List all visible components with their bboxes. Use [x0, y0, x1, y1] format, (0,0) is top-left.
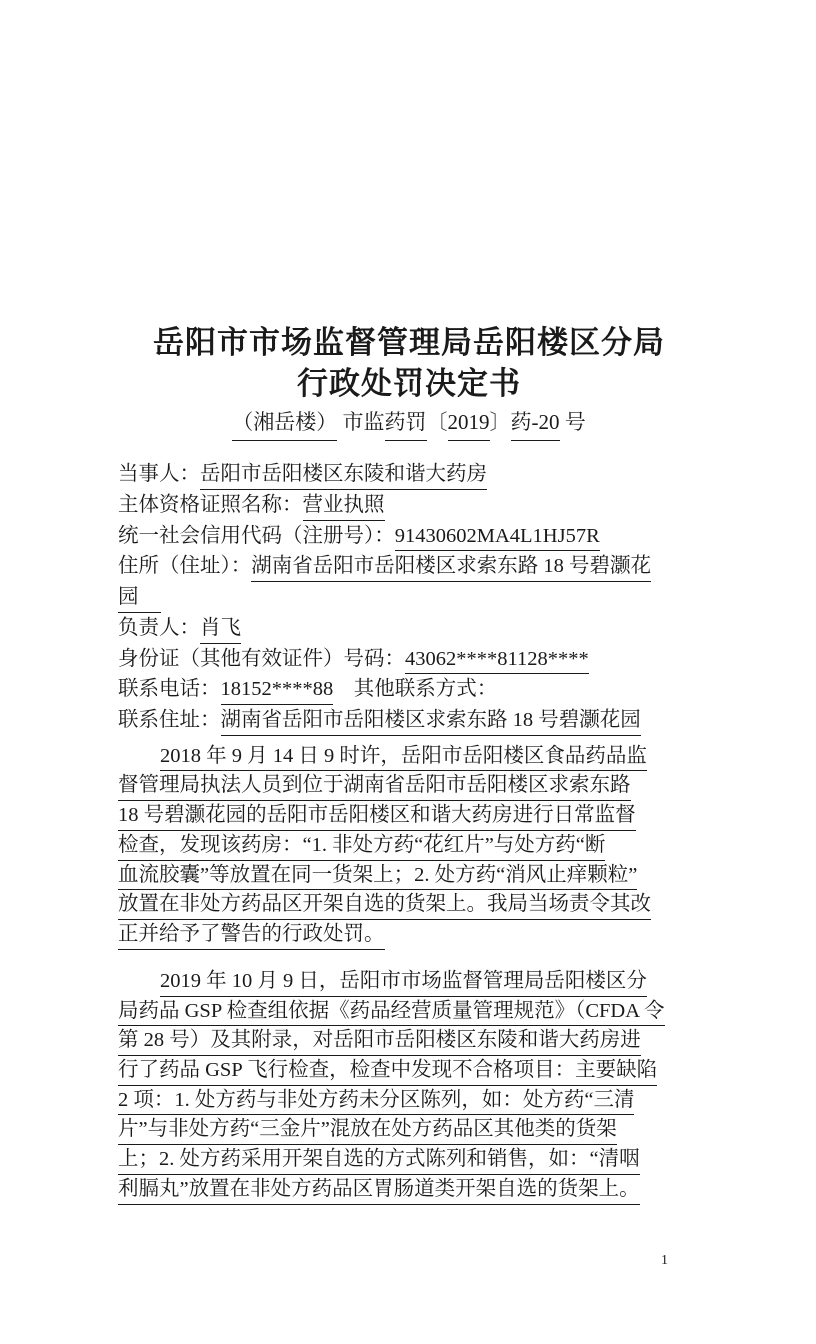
text-segment: 利膈丸”放置在非处方药品区胃肠道类开架自选的货架上。: [118, 1175, 640, 1205]
text-line: [118, 801, 700, 831]
text-segment: 药-20: [511, 404, 560, 441]
text-line: [118, 459, 700, 490]
underline-blank: [589, 644, 616, 675]
text-segment: 号: [559, 410, 586, 434]
text-segment: 联系电话：: [118, 678, 221, 701]
text-segment: 园: [118, 582, 139, 613]
text-segment: 检查，发现该药房：“1. 非处方药“花红片”与处方药“断: [118, 831, 605, 861]
text-line: [118, 861, 700, 891]
text-segment: 负责人：: [118, 616, 200, 639]
underline-blank: [497, 674, 524, 705]
underline-blank: [139, 582, 161, 613]
text-segment: 主体资格证照名称：: [118, 493, 303, 516]
text-segment: 放置在非处方药品区开架自选的货架上。我局当场责令其改: [118, 890, 651, 920]
text-segment: 正并给予了警告的行政处罚。: [118, 920, 385, 950]
text-segment: 药罚: [385, 404, 427, 441]
text-line: [118, 1056, 700, 1086]
text-segment: 91430602MA4L1HJ57R: [395, 521, 600, 552]
text-segment: 岳阳市岳阳楼区东陵和谐大药房: [200, 459, 487, 490]
text-segment: 2 项：1. 处方药与非处方药未分区陈列，如：处方药“三清: [118, 1086, 634, 1116]
text-line: [118, 890, 700, 920]
doc-number: [118, 404, 700, 441]
text-segment: （湘岳楼）: [232, 404, 337, 441]
text-line: [118, 582, 700, 613]
text-line: [118, 920, 700, 950]
text-line: [118, 490, 700, 521]
body-paragraph-2: [118, 967, 700, 1205]
text-line: [118, 1145, 700, 1175]
text-segment: 湖南省岳阳市岳阳楼区求索东路 18 号碧灏花: [251, 551, 651, 582]
underline-blank: [118, 742, 160, 772]
text-line: [118, 742, 700, 772]
text-segment: 18152****88: [221, 674, 334, 705]
text-line: [118, 644, 700, 675]
underline-blank: [487, 459, 514, 490]
text-segment: 统一社会信用代码（注册号）：: [118, 524, 395, 547]
text-line: [118, 613, 700, 644]
text-segment: 当事人：: [118, 463, 200, 485]
text-segment: 局药品 GSP 检查组依据《药品经营质量管理规范》（CFDA 令: [118, 997, 665, 1027]
text-segment: 营业执照: [303, 490, 385, 521]
text-segment: 上；2. 处方药采用开架自选的方式陈列和销售，如：“清咽: [118, 1145, 640, 1175]
text-segment: 2018 年 9 月 14 日 9 时许，岳阳市岳阳楼区食品药品监: [160, 742, 647, 772]
text-line: [118, 674, 700, 705]
underline-blank: [385, 490, 412, 521]
text-segment: 肖飞: [200, 613, 241, 644]
text-segment: 18 号碧灏花园的岳阳市岳阳楼区和谐大药房进行日常监督: [118, 801, 636, 831]
text-line: [118, 831, 700, 861]
text-segment: 片”与非处方药“三金片”混放在处方药品区其他类的货架: [118, 1115, 617, 1145]
underline-blank: [600, 521, 636, 552]
text-line: [118, 521, 700, 552]
body-paragraph-1: [118, 742, 700, 950]
text-segment: 市监: [337, 410, 385, 434]
text-segment: 督管理局执法人员到位于湖南省岳阳市岳阳楼区求索东路: [118, 771, 631, 801]
text-line: [118, 551, 700, 582]
document-title-line1: 岳阳市市场监督管理局岳阳楼区分局: [153, 325, 665, 360]
text-segment: 身份证（其他有效证件）号码：: [118, 647, 405, 670]
text-line: [118, 1115, 700, 1145]
document-content: [118, 322, 700, 1205]
party-info-fields: [118, 459, 700, 736]
document-title-line2: 行政处罚决定书: [297, 366, 521, 401]
text-line: [118, 771, 700, 801]
text-line: [118, 1175, 700, 1205]
text-line: [118, 1026, 700, 1056]
text-segment: 血流胶囊”等放置在同一货架上；2. 处方药“消风止痒颗粒”: [118, 861, 637, 891]
text-segment: 行了药品 GSP 飞行检查，检查中发现不合格项目：主要缺陷: [118, 1056, 657, 1086]
text-segment: 43062****81128****: [405, 644, 589, 675]
underline-blank: [241, 613, 288, 644]
text-segment: 第 28 号）及其附录，对岳阳市岳阳楼区东陵和谐大药房进: [118, 1026, 641, 1056]
text-line: [118, 997, 700, 1027]
text-segment: 2019 年 10 月 9 日，岳阳市市场监督管理局岳阳楼区分: [160, 967, 647, 997]
text-segment: 〕: [489, 410, 511, 434]
text-segment: 住所（住址）：: [118, 555, 252, 578]
text-segment: 联系住址：: [118, 709, 221, 731]
text-segment: 〔: [426, 410, 448, 434]
text-line: [118, 967, 700, 997]
underline-blank: [118, 967, 160, 997]
text-segment: 其他联系方式：: [333, 678, 498, 701]
text-line: [118, 705, 700, 736]
text-segment: 2019: [448, 404, 490, 441]
page-number: 1: [661, 1253, 668, 1268]
text-segment: 湖南省岳阳市岳阳楼区求索东路 18 号碧灏花园: [221, 705, 641, 736]
text-line: [118, 1086, 700, 1116]
